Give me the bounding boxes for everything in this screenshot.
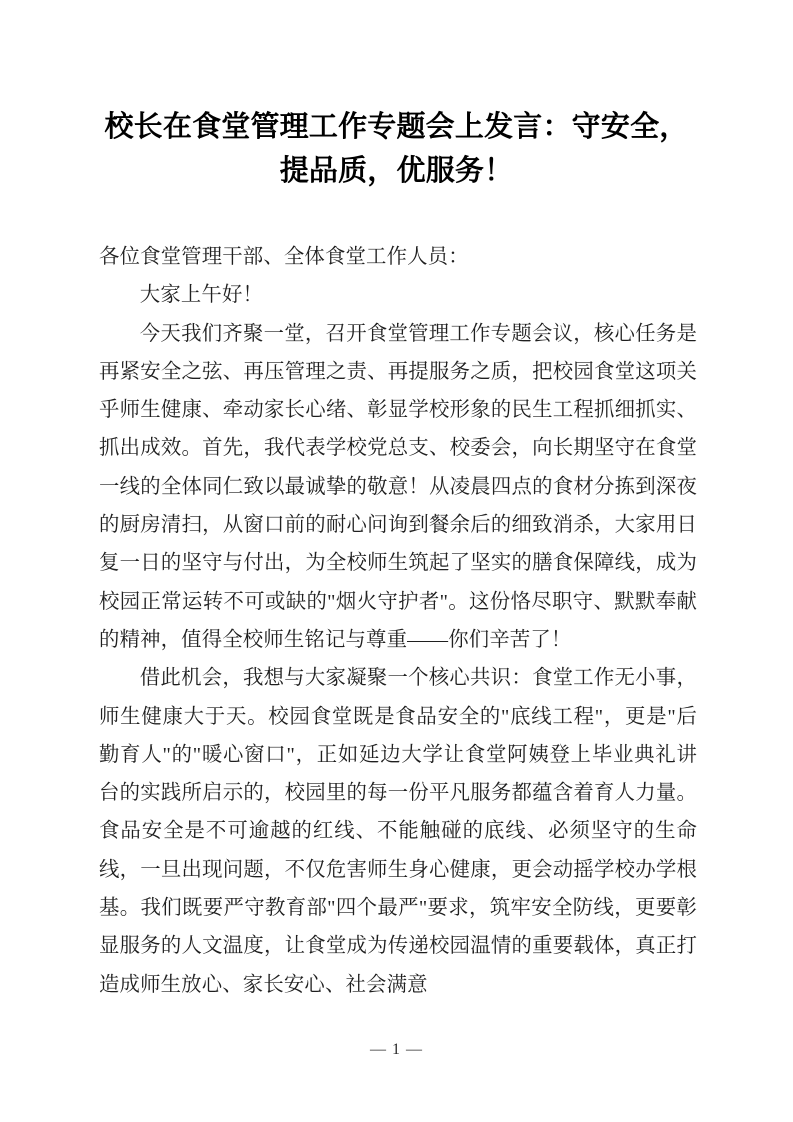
paragraph-consensus: 借此机会，我想与大家凝聚一个核心共识：食堂工作无小事，师生健康大于天。校园食堂既是食品安全的"底线工程"，更是"后勤育人"的"暖心窗口"，正如延边大学让食堂阿姨登上毕业典礼讲台的实践所启示的，校园里的每一份平凡服务都蕴含着育人力量。食品安全是不可逾越的红线、不能触碰的底线、必须坚守的生命线，一旦出现问题，不仅危害师生身心健康，更会动摇学校办学根基。我们既要严守教育部"四个最严"要求，筑牢安全防线，更要彰显服务的人文温度，让食堂成为传递校园温情的重要载体，真正打造成师生放心、家长安心、社会满意 xyxy=(99,667,697,996)
page-number-footer: — 1 — xyxy=(370,1041,423,1058)
document-body xyxy=(99,238,697,1004)
paragraph-salutation: 各位食堂管理干部、全体食堂工作人员： xyxy=(99,246,469,268)
paragraph-greeting: 大家上午好！ xyxy=(139,284,264,307)
paragraph-opening: 今天我们齐聚一堂，召开食堂管理工作专题会议，核心任务是再紧安全之弦、再压管理之责、再提服务之质，把校园食堂这项关乎师生健康、牵动家长心绪、彰显学校形象的民生工程抓细抓实、抓出成效。首先，我代表学校党总支、校委会，向长期坚守在食堂一线的全体同仁致以最诚挚的敬意！从凌晨四点的食材分拣到深夜的厨房清扫，从窗口前的耐心问询到餐余后的细致消杀，大家用日复一日的坚守与付出，为全校师生筑起了坚实的膳食保障线，成为校园正常运转不可或缺的"烟火守护者"。这份恪尽职守、默默奉献的精神，值得全校师生铭记与尊重——你们辛苦了！ xyxy=(99,322,697,651)
page-title: 校长在食堂管理工作专题会上发言：守安全，提品质，优服务！ xyxy=(104,109,689,187)
